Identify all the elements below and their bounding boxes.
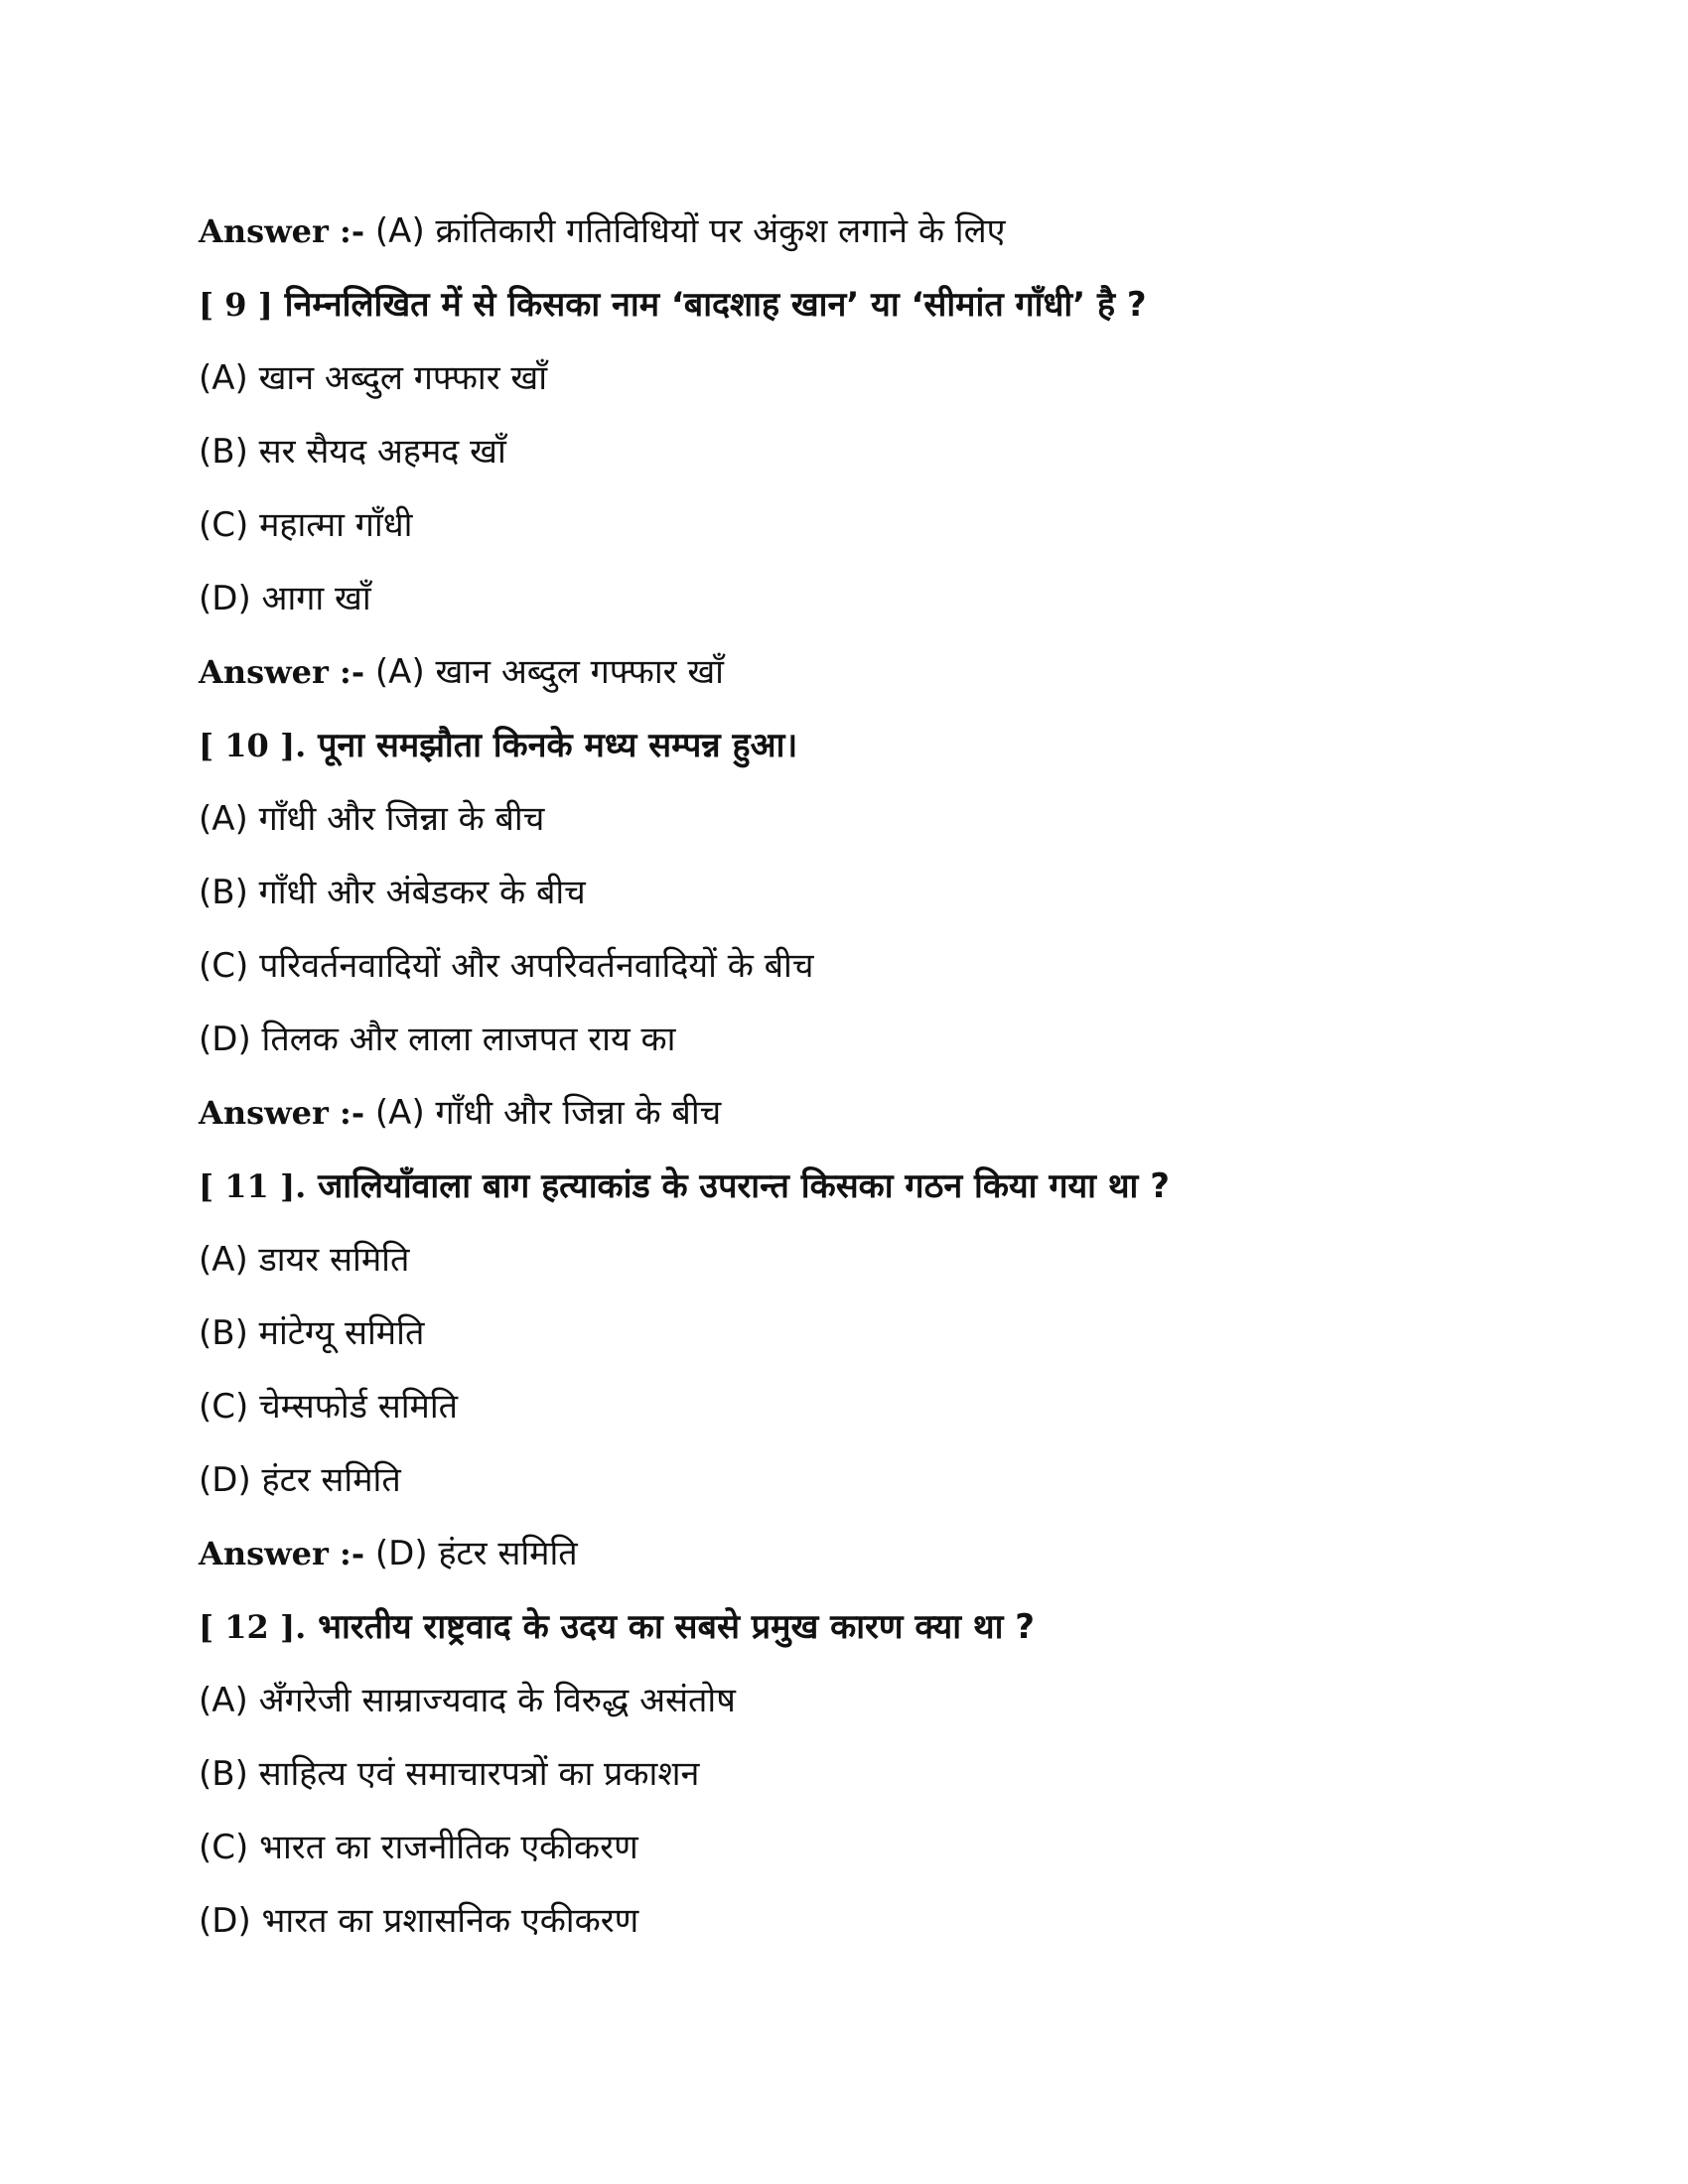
answer-text: (D) हंटर समिति xyxy=(374,1534,578,1573)
option-d: (D) आगा खाँ xyxy=(199,579,371,618)
question-number: [ 11 ]. xyxy=(199,1167,307,1205)
answer-line xyxy=(199,1517,1489,1590)
question-text: भारतीय राष्ट्रवाद के उदय का सबसे प्रमुख कारण क्या था ? xyxy=(318,1607,1035,1647)
answer-label: Answer :- xyxy=(199,1094,365,1132)
option-d: (D) तिलक और लाला लाजपत राय का xyxy=(199,1020,676,1059)
answer-text: (A) क्रांतिकारी गतिविधियों पर अंकुश लगाने के लिए xyxy=(374,211,1006,251)
option-d: (D) हंटर समिति xyxy=(199,1460,401,1500)
option-c: (C) महात्मा गाँधी xyxy=(199,505,413,545)
option-b: (B) सर सैयद अहमद खाँ xyxy=(199,432,506,472)
option-a: (A) खान अब्दुल गफ्फार खाँ xyxy=(199,358,548,398)
option-a: (A) अँगरेजी साम्राज्यवाद के विरुद्ध असंतोष xyxy=(199,1681,736,1720)
answer-line xyxy=(199,635,1489,709)
answer-label: Answer :- xyxy=(199,1535,365,1572)
answer-label: Answer :- xyxy=(199,653,365,691)
quiz-content xyxy=(199,195,1489,1958)
option-d: (D) भारत का प्रशासनिक एकीकरण xyxy=(199,1901,639,1941)
question-number: [ 10 ]. xyxy=(199,727,307,764)
question-text: जालियाँवाला बाग हत्याकांड के उपरान्त किसका गठन किया गया था ? xyxy=(318,1166,1170,1206)
option-b: (B) साहित्य एवं समाचारपत्रों का प्रकाशन xyxy=(199,1754,700,1794)
question-12 xyxy=(199,1590,1489,1664)
option-a: (A) गाँधी और जिन्ना के बीच xyxy=(199,799,545,839)
option-a: (A) डायर समिति xyxy=(199,1240,410,1280)
answer-line xyxy=(199,1076,1489,1150)
answer-text: (A) खान अब्दुल गफ्फार खाँ xyxy=(374,652,724,692)
option-b: (B) गाँधी और अंबेडकर के बीच xyxy=(199,873,586,912)
question-text: पूना समझौता किनके मध्य सम्पन्न हुआ। xyxy=(318,726,798,765)
question-9 xyxy=(199,268,1489,341)
option-c: (C) चेम्सफोर्ड समिति xyxy=(199,1387,459,1427)
answer-label: Answer :- xyxy=(199,212,365,250)
question-number: [ 12 ]. xyxy=(199,1608,307,1646)
option-b: (B) मांटेग्यू समिति xyxy=(199,1313,425,1353)
question-11 xyxy=(199,1150,1489,1223)
question-number: [ 9 ] xyxy=(199,286,273,324)
question-10 xyxy=(199,709,1489,782)
option-c: (C) परिवर्तनवादियों और अपरिवर्तनवादियों के बीच xyxy=(199,946,814,986)
question-text: निम्नलिखित में से किसका नाम ‘बादशाह खान’ या ‘सीमांत गाँधी’ है ? xyxy=(284,285,1147,325)
answer-text: (A) गाँधी और जिन्ना के बीच xyxy=(374,1093,722,1133)
option-c: (C) भारत का राजनीतिक एकीकरण xyxy=(199,1828,638,1867)
answer-line xyxy=(199,195,1489,268)
